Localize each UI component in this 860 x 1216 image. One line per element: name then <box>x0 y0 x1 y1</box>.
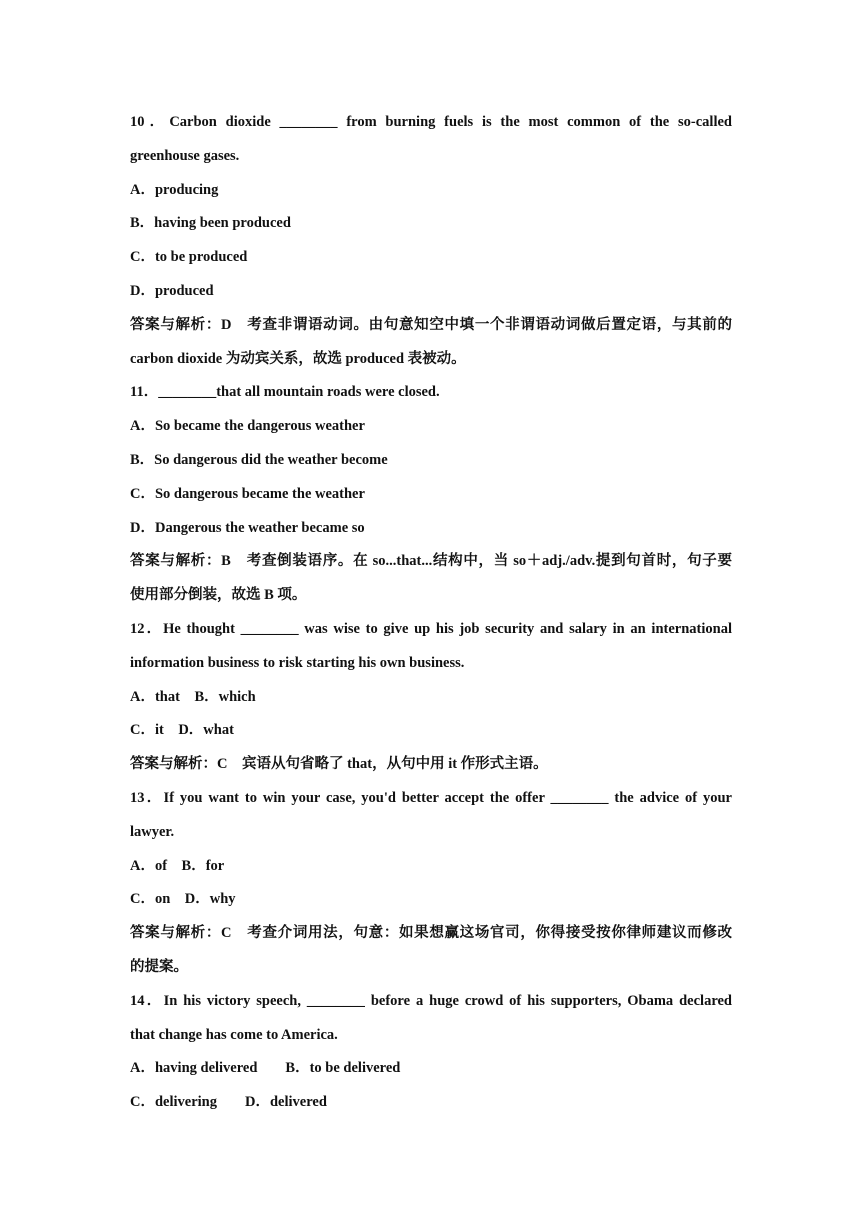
question-13-stem-line-2: lawyer. <box>130 823 175 840</box>
question-13-options-ab: A．of B．for <box>130 857 225 874</box>
question-11-option-c: C．So dangerous became the weather <box>130 485 365 502</box>
question-14-stem-line-1: 14．In his victory speech, ________ before a huge crowd of his supporters, Obama declared <box>130 992 732 1009</box>
question-10-option-d: D．produced <box>130 282 214 299</box>
question-10-stem-line-1: 10．Carbon dioxide ________ from burning fuels is the most common of the so‐called <box>130 114 732 130</box>
question-13-options-cd: C．on D．why <box>130 891 236 908</box>
question-14-option-d: D．delivered <box>245 1094 327 1111</box>
question-11-option-b: B．So dangerous did the weather become <box>130 451 388 468</box>
question-12-stem-line-2: information business to risk starting his own business. <box>130 654 465 671</box>
question-13-stem-line-1: 13．If you want to win your case, you'd better accept the offer ________ the advice of your <box>130 789 732 806</box>
question-14-option-a: A．having delivered <box>130 1060 258 1077</box>
question-11-option-a: A．So became the dangerous weather <box>130 418 365 435</box>
document-page <box>130 106 732 1120</box>
question-10-option-a: A．producing <box>130 181 219 198</box>
question-12-options-cd: C．it D．what <box>130 722 234 739</box>
question-14-option-c: C．delivering <box>130 1094 217 1111</box>
question-10-answer-line-1: 答案与解析：D 考查非谓语动词。由句意知空中填一个非谓语动词做后置定语，与其前的 <box>130 316 732 333</box>
question-14-options-ab <box>130 1052 732 1086</box>
question-14-option-b: B．to be delivered <box>285 1060 401 1077</box>
question-10-option-b: B．having been produced <box>130 215 291 232</box>
question-11-option-d: D．Dangerous the weather became so <box>130 519 365 536</box>
question-11-answer-line-1: 答案与解析：B 考查倒装语序。在 so...that...结构中，当 so＋adj./adv.提到句首时，句子要 <box>130 553 732 570</box>
question-13-answer-line-2: 的提案。 <box>130 958 188 975</box>
question-11-stem-line-1: 11．________that all mountain roads were closed. <box>130 384 440 401</box>
question-10-answer-line-2: carbon dioxide 为动宾关系，故选 produced 表被动。 <box>130 350 466 367</box>
question-12-stem-line-1: 12．He thought ________ was wise to give up his job security and salary in an international <box>130 620 732 637</box>
question-10-option-c: C．to be produced <box>130 249 248 266</box>
question-12-options-ab: A．that B．which <box>130 688 256 705</box>
question-12-answer-line-1: 答案与解析：C 宾语从句省略了 that，从句中用 it 作形式主语。 <box>130 756 548 773</box>
question-10-stem-line-2: greenhouse gases. <box>130 147 240 164</box>
question-11-answer-line-2: 使用部分倒装，故选 B 项。 <box>130 587 307 604</box>
question-13-answer-line-1: 答案与解析：C 考查介词用法，句意：如果想赢这场官司，你得接受按你律师建议而修改 <box>130 925 732 942</box>
question-14-options-cd <box>130 1086 732 1120</box>
question-14-stem-line-2: that change has come to America. <box>130 1026 338 1043</box>
